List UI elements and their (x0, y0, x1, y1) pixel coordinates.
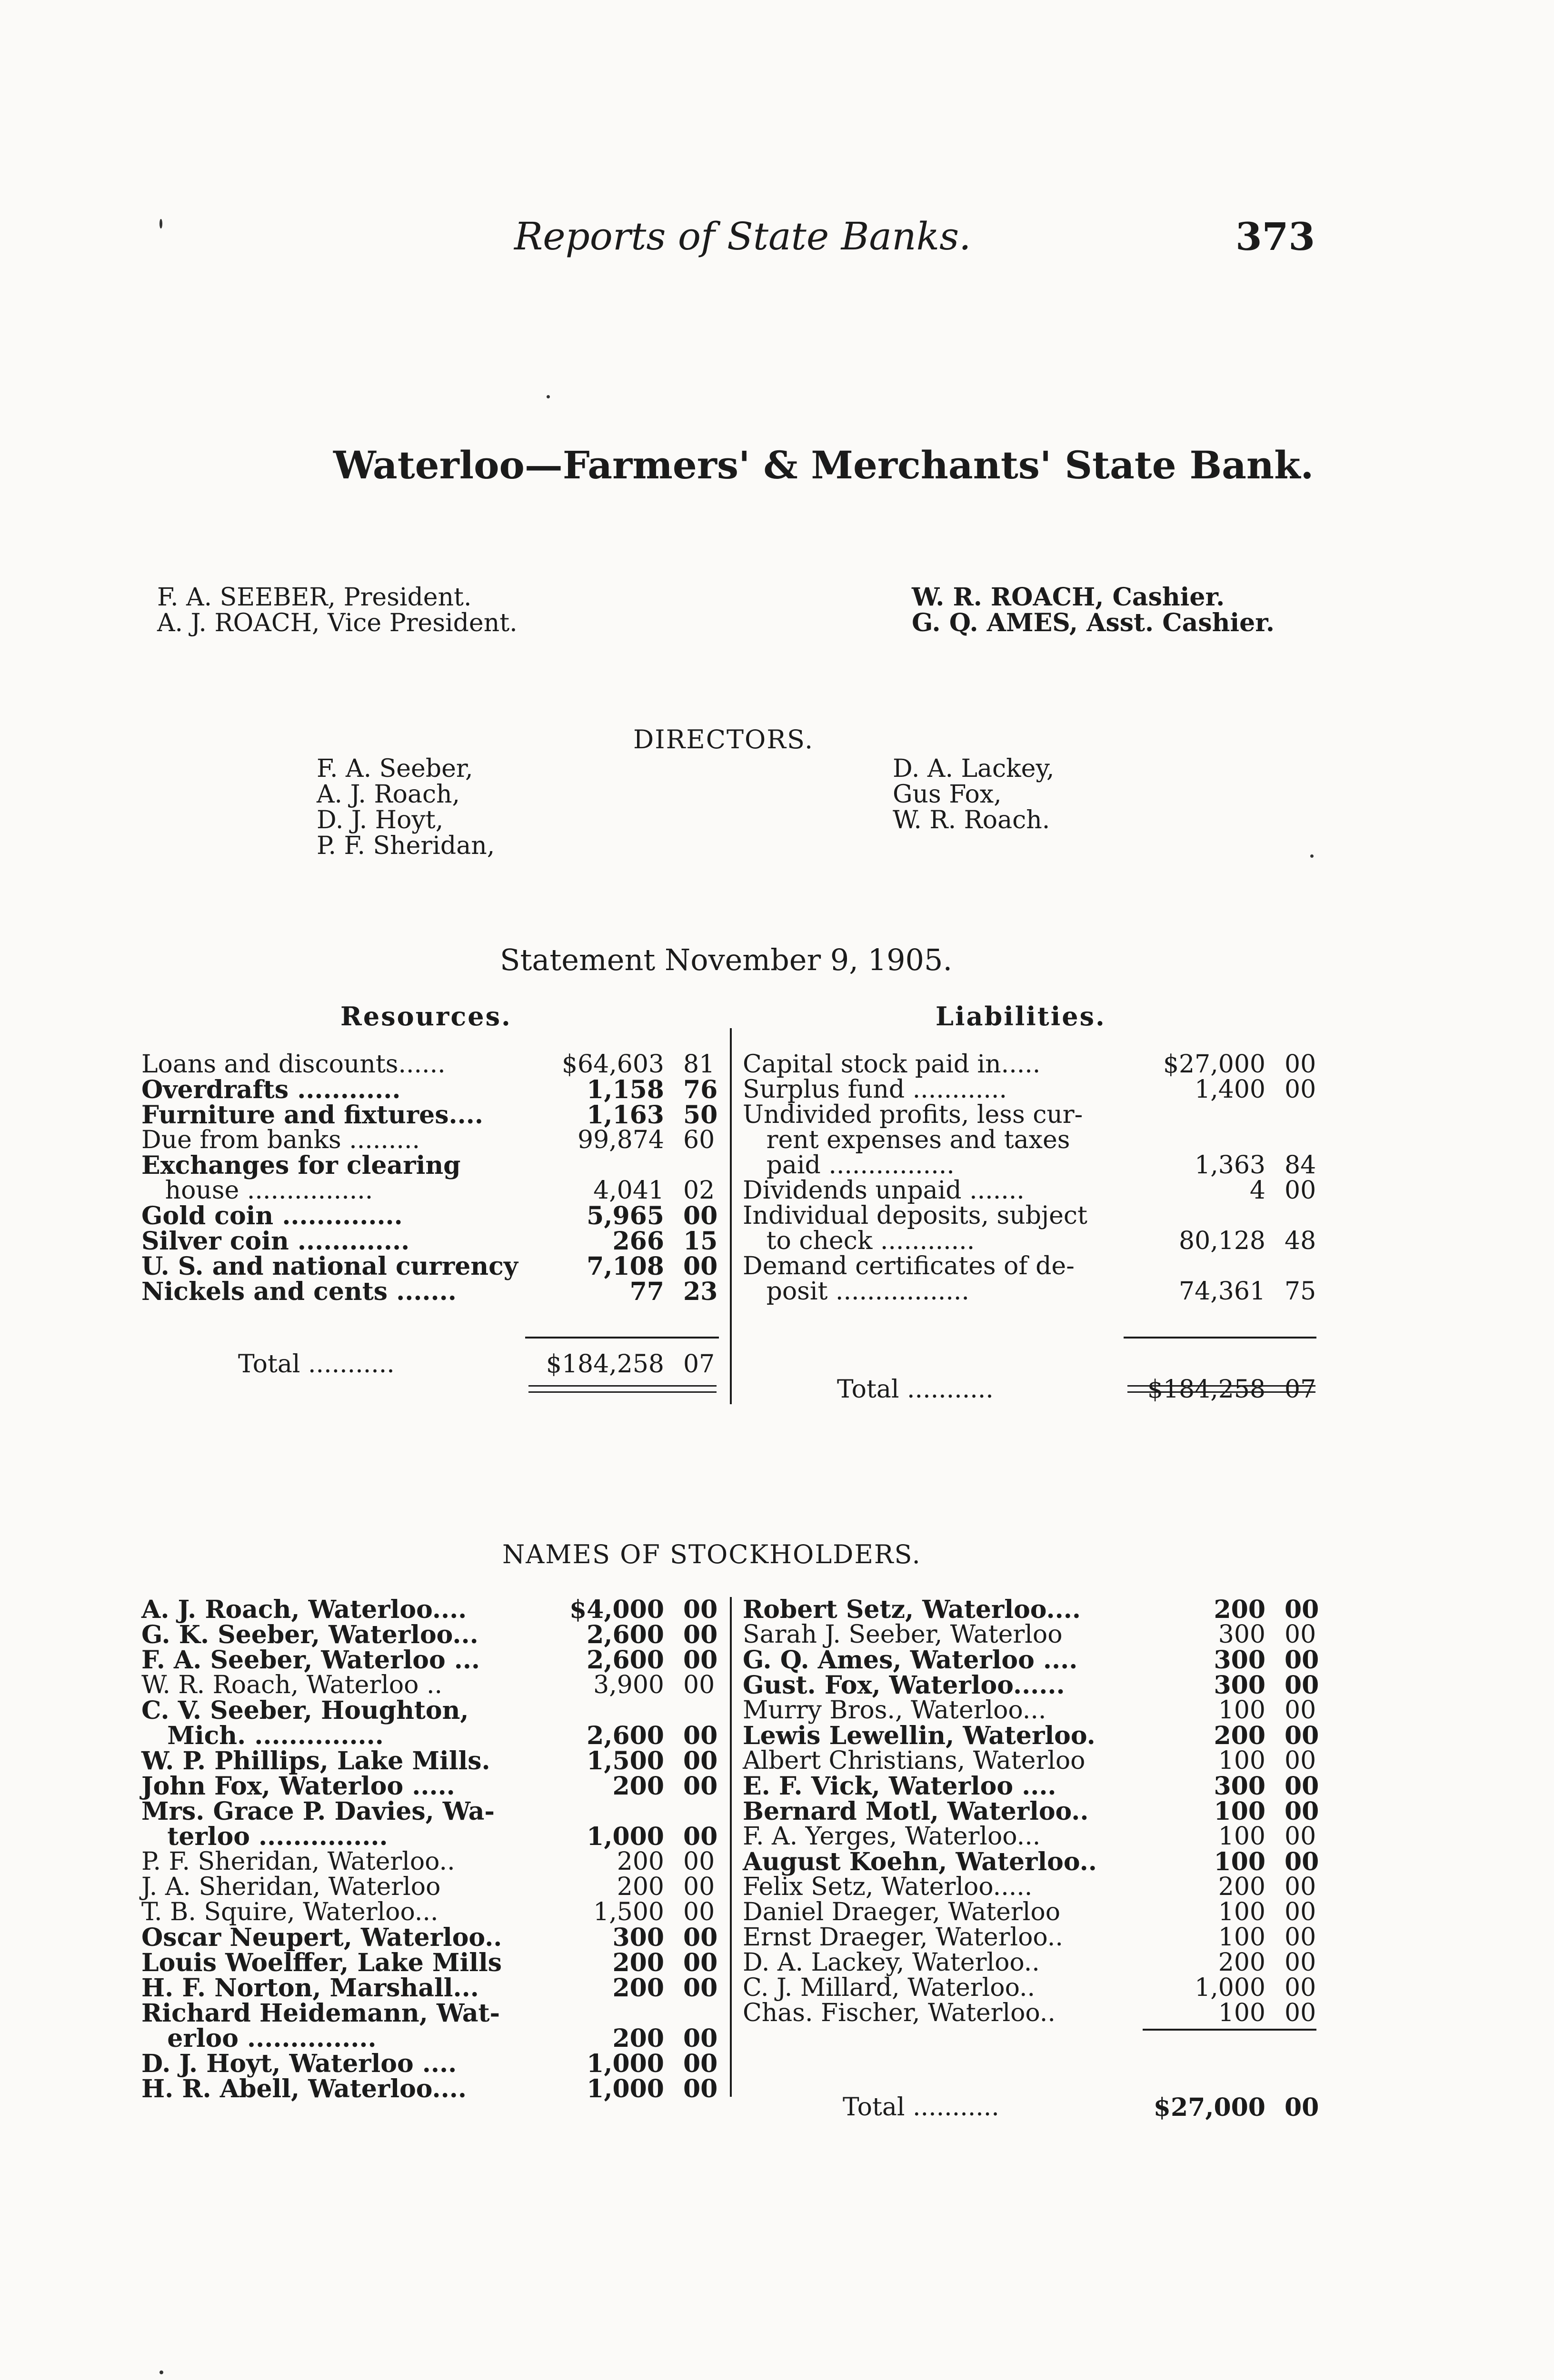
row-dollars: 200 (1214, 1595, 1265, 1624)
table-row (141, 1874, 722, 1900)
row-label: Loans and discounts...... (141, 1050, 446, 1079)
row-cents: 00 (683, 1746, 718, 1775)
row-label: C. J. Millard, Waterloo.. (743, 1973, 1036, 2002)
row-label: to check ............ (743, 1227, 975, 1255)
row-dollars: 5,965 (587, 1201, 664, 1230)
director-name: D. J. Hoyt, (317, 806, 444, 834)
scan-speck (159, 2370, 163, 2374)
row-cents: 48 (1285, 1227, 1316, 1255)
row-label: Furniture and fixtures.... (141, 1101, 483, 1130)
table-row (743, 1229, 1324, 1254)
row-dollars: 77 (629, 1277, 664, 1306)
row-label: T. B. Squire, Waterloo... (141, 1898, 438, 1926)
row-label: Chas. Fischer, Waterloo.. (743, 1999, 1056, 2027)
row-label: G. K. Seeber, Waterloo... (141, 1620, 478, 1649)
row-label: Due from banks ......... (141, 1126, 420, 1154)
row-label: house ................ (141, 1176, 373, 1205)
table-row (743, 1975, 1324, 2001)
row-cents: 00 (1285, 1973, 1316, 2002)
row-dollars: 1,000 (587, 2049, 664, 2078)
liabilities-table (743, 1052, 1324, 1304)
row-dollars: 80,128 (1179, 1227, 1265, 1255)
row-label: H. R. Abell, Waterloo.... (141, 2074, 467, 2103)
row-label: F. A. Seeber, Waterloo ... (141, 1646, 480, 1675)
table-row (743, 1622, 1324, 1647)
row-label: F. A. Yerges, Waterloo... (743, 1822, 1041, 1851)
row-cents: 00 (683, 1201, 718, 1230)
row-dollars: 200 (612, 2024, 664, 2053)
row-dollars: 1,163 (587, 1101, 664, 1130)
table-row (743, 1178, 1324, 1203)
row-label: Demand certificates of de- (743, 1252, 1075, 1280)
row-cents: 00 (1285, 1050, 1316, 1079)
row-label: Undivided profits, less cur- (743, 1101, 1083, 1129)
row-label: rent expenses and taxes (743, 1126, 1070, 1154)
row-cents: 00 (1285, 1595, 1319, 1624)
row-label: Gold coin .............. (141, 1201, 403, 1230)
table-row (743, 1824, 1324, 1849)
scan-speck (547, 395, 550, 398)
table-row (743, 1203, 1324, 1229)
row-label: D. J. Hoyt, Waterloo .... (141, 2049, 457, 2078)
row-cents: 00 (683, 1973, 718, 2003)
table-row (743, 1900, 1324, 1925)
row-dollars: 200 (1218, 1948, 1265, 1977)
running-header-title: Reports of State Banks. (514, 214, 971, 258)
row-cents: 00 (683, 2074, 718, 2103)
row-label: Oscar Neupert, Waterloo.. (141, 1923, 502, 1952)
stockholders-right-list (743, 1597, 1324, 2026)
statement-column-divider (730, 1028, 732, 1404)
row-label: Daniel Draeger, Waterloo (743, 1898, 1061, 1926)
row-cents: 00 (1285, 1620, 1316, 1649)
table-row (743, 2001, 1324, 2026)
row-dollars: 4,041 (593, 1176, 664, 1205)
row-cents: 00 (1285, 1721, 1319, 1750)
row-label: U. S. and national currency (141, 1252, 518, 1281)
table-row (141, 1799, 722, 1824)
liabilities-total-rule (1124, 1337, 1316, 1339)
row-label: August Koehn, Waterloo.. (743, 1847, 1097, 1876)
table-row (141, 1597, 722, 1622)
table-row (141, 1975, 722, 2001)
row-cents: 60 (683, 1126, 715, 1154)
directors-heading: DIRECTORS. (633, 724, 814, 754)
bank-title: Waterloo—Farmers' & Merchants' State Bank. (333, 443, 1314, 487)
row-dollars: 200 (612, 1772, 664, 1801)
row-cents: 00 (683, 1948, 718, 1977)
row-label: Silver coin ............. (141, 1227, 410, 1256)
row-cents: 00 (1285, 1898, 1316, 1926)
row-dollars: 200 (1214, 1721, 1265, 1750)
resources-total-row (141, 1352, 722, 1377)
row-label: John Fox, Waterloo ..... (141, 1772, 455, 1801)
row-label: Gust. Fox, Waterloo...... (743, 1671, 1065, 1700)
table-row (743, 1279, 1324, 1304)
row-label: Mrs. Grace P. Davies, Wa- (141, 1797, 495, 1826)
row-dollars: 1,000 (1195, 1973, 1265, 2002)
page-number: 373 (1235, 214, 1315, 259)
row-cents: 00 (683, 1923, 718, 1952)
row-cents: 00 (683, 1595, 718, 1624)
row-cents: 15 (683, 1227, 718, 1256)
stockholders-total-cents: 00 (1285, 2093, 1319, 2122)
row-dollars: 1,000 (587, 2074, 664, 2103)
table-row (743, 1102, 1324, 1128)
table-row (743, 1774, 1324, 1799)
table-row (743, 1673, 1324, 1698)
row-dollars: 300 (612, 1923, 664, 1952)
row-cents: 50 (683, 1101, 718, 1130)
row-cents: 00 (683, 1671, 715, 1699)
table-row (141, 1723, 722, 1748)
row-label: W. R. Roach, Waterloo .. (141, 1671, 443, 1699)
row-cents: 00 (1285, 1176, 1316, 1205)
row-cents: 00 (683, 1646, 718, 1675)
row-label: Robert Setz, Waterloo.... (743, 1595, 1081, 1624)
stockholders-total-rule (1143, 2029, 1316, 2031)
row-label: Mich. ............... (141, 1721, 384, 1750)
row-cents: 02 (683, 1176, 715, 1205)
table-row (141, 1102, 722, 1128)
row-dollars: 100 (1218, 1746, 1265, 1775)
table-row (141, 1052, 722, 1077)
row-cents: 00 (683, 1252, 718, 1281)
row-cents: 00 (1285, 1948, 1316, 1977)
row-label: paid ................ (743, 1151, 955, 1180)
resources-total-cents: 07 (683, 1350, 715, 1378)
row-dollars: 100 (1214, 1797, 1265, 1826)
stockholders-total-label: Total ........... (843, 2093, 999, 2122)
directors-left (317, 756, 495, 859)
row-cents: 00 (1285, 1646, 1319, 1675)
table-row (743, 1077, 1324, 1102)
officers-right (912, 585, 1275, 636)
row-cents: 00 (1285, 1923, 1316, 1952)
row-label: C. V. Seeber, Houghton, (141, 1696, 469, 1725)
row-label: Overdrafts ............ (141, 1075, 401, 1104)
table-row (141, 1128, 722, 1153)
row-cents: 75 (1285, 1277, 1316, 1306)
table-row (141, 1698, 722, 1723)
row-dollars: 200 (617, 1847, 664, 1876)
stockholders-heading: NAMES OF STOCKHOLDERS. (502, 1539, 921, 1569)
row-cents: 00 (683, 1772, 718, 1801)
table-row (141, 1673, 722, 1698)
table-row (743, 1153, 1324, 1178)
table-row (141, 1622, 722, 1647)
row-label: Murry Bros., Waterloo... (743, 1696, 1046, 1725)
table-row (141, 1824, 722, 1849)
row-dollars: 200 (612, 1973, 664, 2003)
resources-total-label: Total ........... (238, 1350, 395, 1378)
row-cents: 00 (683, 1822, 718, 1851)
row-dollars: 7,108 (587, 1252, 664, 1281)
row-dollars: 100 (1214, 1847, 1265, 1876)
table-row (743, 1799, 1324, 1824)
stockholders-left-list (141, 1597, 722, 2102)
row-dollars: 300 (1218, 1620, 1265, 1649)
row-cents: 00 (683, 1721, 718, 1750)
resources-total-rule (525, 1337, 719, 1339)
table-row (743, 1950, 1324, 1975)
row-dollars: 100 (1218, 1822, 1265, 1851)
row-cents: 00 (1285, 1797, 1319, 1826)
row-dollars: 2,600 (587, 1721, 664, 1750)
row-cents: 00 (683, 1873, 715, 1901)
row-dollars: 300 (1214, 1646, 1265, 1675)
row-cents: 00 (1285, 1075, 1316, 1104)
table-row (141, 1900, 722, 1925)
row-cents: 00 (1285, 1847, 1319, 1876)
row-cents: 00 (683, 1620, 718, 1649)
row-dollars: 200 (1218, 1873, 1265, 1901)
table-row (743, 1748, 1324, 1774)
row-dollars: 100 (1218, 1923, 1265, 1952)
row-label: Felix Setz, Waterloo..... (743, 1873, 1033, 1901)
table-row (141, 1950, 722, 1975)
table-row (141, 2026, 722, 2051)
director-name: D. A. Lackey, (893, 754, 1055, 783)
row-label: Albert Christians, Waterloo (743, 1746, 1086, 1775)
row-cents: 84 (1285, 1151, 1316, 1180)
row-dollars: 4 (1249, 1176, 1265, 1205)
row-dollars: 2,600 (587, 1620, 664, 1649)
row-dollars: 99,874 (578, 1126, 664, 1154)
statement-title: Statement November 9, 1905. (500, 942, 953, 977)
row-dollars: 100 (1218, 1696, 1265, 1725)
row-cents: 81 (683, 1050, 715, 1079)
liabilities-heading: Liabilities. (936, 1001, 1106, 1031)
row-label: Nickels and cents ....... (141, 1277, 457, 1306)
table-row (141, 1774, 722, 1799)
row-dollars: $27,000 (1163, 1050, 1265, 1079)
resources-table (141, 1052, 722, 1304)
table-row (141, 2001, 722, 2026)
resources-total-dollars: $184,258 (546, 1350, 664, 1378)
table-row (141, 1849, 722, 1874)
liabilities-total-dollars: $184,258 (1147, 1375, 1265, 1404)
row-dollars: 200 (612, 1948, 664, 1977)
row-label: Richard Heidemann, Wat- (141, 1999, 500, 2028)
row-label: Dividends unpaid ....... (743, 1176, 1025, 1205)
table-row (141, 1254, 722, 1279)
row-dollars: 100 (1218, 1999, 1265, 2027)
stockholders-total-dollars: $27,000 (1153, 2093, 1265, 2122)
row-label: erloo ............... (141, 2024, 377, 2053)
row-label: Exchanges for clearing (141, 1151, 461, 1180)
row-dollars: 1,363 (1195, 1151, 1265, 1180)
row-label: Sarah J. Seeber, Waterloo (743, 1620, 1063, 1649)
row-label: E. F. Vick, Waterloo .... (743, 1772, 1056, 1801)
table-row (141, 1279, 722, 1304)
officer-asst-cashier: G. Q. AMES, Asst. Cashier. (912, 608, 1275, 637)
row-label: Individual deposits, subject (743, 1201, 1087, 1230)
row-cents: 00 (1285, 1822, 1316, 1851)
row-label: posit ................. (743, 1277, 969, 1306)
row-label: P. F. Sheridan, Waterloo.. (141, 1847, 455, 1876)
directors-right (893, 756, 1054, 833)
table-row (141, 1229, 722, 1254)
stockholders-column-divider (730, 1597, 732, 2097)
row-cents: 00 (1285, 1671, 1319, 1700)
row-cents: 23 (683, 1277, 718, 1306)
table-row (141, 1925, 722, 1950)
table-row (141, 1077, 722, 1102)
row-cents: 00 (1285, 1696, 1316, 1725)
row-dollars: 3,900 (593, 1671, 664, 1699)
row-dollars: 2,600 (587, 1646, 664, 1675)
row-label: Capital stock paid in..... (743, 1050, 1041, 1079)
row-dollars: 1,500 (593, 1898, 664, 1926)
row-dollars: 1,500 (587, 1746, 664, 1775)
table-row (743, 1874, 1324, 1900)
row-cents: 00 (683, 2049, 718, 2078)
resources-heading: Resources. (340, 1001, 512, 1031)
table-row (743, 1647, 1324, 1673)
table-row (743, 1254, 1324, 1279)
director-name: P. F. Sheridan, (317, 832, 495, 860)
table-row (743, 1849, 1324, 1874)
row-label: Surplus fund ............ (743, 1075, 1007, 1104)
row-label: D. A. Lackey, Waterloo.. (743, 1948, 1040, 1977)
table-row (743, 1128, 1324, 1153)
director-name: W. R. Roach. (893, 806, 1050, 834)
scan-speck (1310, 854, 1314, 858)
row-dollars: 1,400 (1195, 1075, 1265, 1104)
table-row (743, 1052, 1324, 1077)
row-label: Lewis Lewellin, Waterloo. (743, 1721, 1096, 1750)
director-name: F. A. Seeber, (317, 754, 473, 783)
table-row (743, 1597, 1324, 1622)
row-label: Louis Woelffer, Lake Mills (141, 1948, 502, 1977)
row-dollars: 74,361 (1179, 1277, 1265, 1306)
row-cents: 00 (683, 1898, 715, 1926)
table-row (743, 1925, 1324, 1950)
row-dollars: 300 (1214, 1772, 1265, 1801)
table-row (141, 1647, 722, 1673)
row-dollars: 1,000 (587, 1822, 664, 1851)
officer-president: F. A. SEEBER, President. (157, 583, 472, 612)
table-row (141, 1153, 722, 1178)
resources-total-double-rule (528, 1385, 717, 1393)
row-cents: 76 (683, 1075, 718, 1104)
liabilities-total-label: Total ........... (837, 1375, 994, 1404)
table-row (141, 1203, 722, 1229)
table-row (141, 1178, 722, 1203)
liabilities-total-cents: 07 (1285, 1375, 1316, 1404)
row-cents: 00 (1285, 1772, 1319, 1801)
row-cents: 00 (683, 1847, 715, 1876)
director-name: A. J. Roach, (317, 780, 460, 809)
director-name: Gus Fox, (893, 780, 1002, 809)
row-label: G. Q. Ames, Waterloo .... (743, 1646, 1078, 1675)
row-dollars: 100 (1218, 1898, 1265, 1926)
table-row (141, 2076, 722, 2102)
row-cents: 00 (1285, 1873, 1316, 1901)
officer-vice-president: A. J. ROACH, Vice President. (157, 609, 518, 637)
row-cents: 00 (683, 2024, 718, 2053)
row-label: H. F. Norton, Marshall... (141, 1973, 479, 2003)
table-row (743, 1698, 1324, 1723)
row-label: Bernard Motl, Waterloo.. (743, 1797, 1089, 1826)
row-label: A. J. Roach, Waterloo.... (141, 1595, 467, 1624)
row-dollars: 300 (1214, 1671, 1265, 1700)
row-cents: 00 (1285, 1746, 1316, 1775)
row-dollars: $64,603 (561, 1050, 664, 1079)
row-dollars: 266 (612, 1227, 664, 1256)
stockholders-total-row (743, 2095, 1324, 2120)
row-cents: 00 (1285, 1999, 1316, 2027)
row-label: terloo ............... (141, 1822, 388, 1851)
row-label: J. A. Sheridan, Waterloo (141, 1873, 441, 1901)
row-label: Ernst Draeger, Waterloo.. (743, 1923, 1063, 1952)
officers-left (157, 585, 518, 636)
row-dollars: $4,000 (569, 1595, 664, 1624)
liabilities-total-double-rule (1127, 1385, 1315, 1393)
table-row (141, 2051, 722, 2076)
table-row (743, 1723, 1324, 1748)
row-dollars: 200 (617, 1873, 664, 1901)
row-dollars: 1,158 (587, 1075, 664, 1104)
row-label: W. P. Phillips, Lake Mills. (141, 1746, 490, 1775)
officer-cashier: W. R. ROACH, Cashier. (912, 583, 1225, 612)
scan-speck (159, 219, 162, 228)
table-row (141, 1748, 722, 1774)
